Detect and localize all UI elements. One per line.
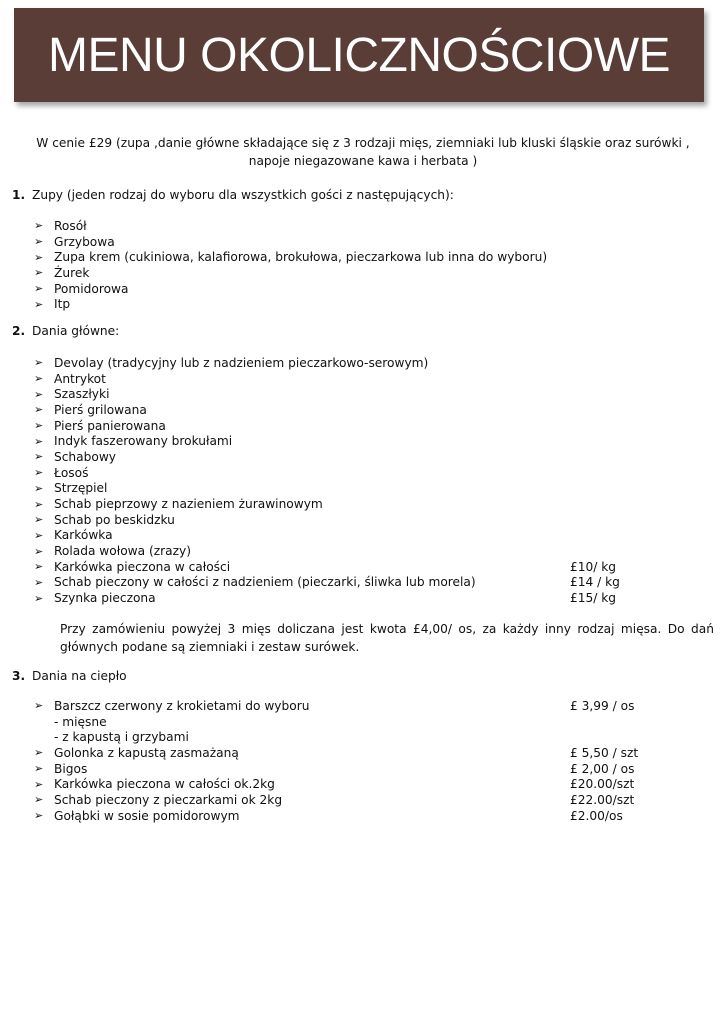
menu-item [34,590,694,606]
arrow-bullet-icon: ➢ [34,356,44,370]
item-name: Schab pieczony z pieczarkami ok 2kg [54,792,283,807]
arrow-bullet-icon: ➢ [34,575,44,589]
menu-item [34,698,694,714]
menu-item [34,512,694,528]
menu-item [34,559,694,575]
title-banner [14,8,704,102]
arrow-bullet-icon: ➢ [34,591,44,605]
section-number: 3. [12,669,26,683]
item-name: Devolay (tradycyjny lub z nadzieniem pieczarkowo-serowym) [54,355,429,370]
item-name: Schab po beskidzku [54,512,175,527]
arrow-bullet-icon: ➢ [34,250,44,264]
item-name: Pierś grilowana [54,402,147,417]
menu-item [34,249,694,265]
item-name: Pierś panierowana [54,418,166,433]
arrow-bullet-icon: ➢ [34,434,44,448]
item-name: Zupa krem (cukiniowa, kalafiorowa, brokułowa, pieczarkowa lub inna do wyboru) [54,250,548,265]
hot-dishes-list [34,698,694,824]
item-name: Golonka z kapustą zasmażaną [54,745,239,760]
menu-item [34,218,694,234]
section-heading-main-dishes [12,324,119,338]
item-price: £15/ kg [570,591,617,606]
item-name: Gołąbki w sosie pomidorowym [54,808,240,823]
item-price: £10/ kg [570,559,617,574]
menu-item [34,418,694,434]
section-number: 1. [12,188,26,202]
item-name: Karkówka pieczona w całości [54,559,231,574]
arrow-bullet-icon: ➢ [34,793,44,807]
item-name: Strzępiel [54,481,108,496]
menu-item [34,761,694,777]
menu-item [34,402,694,418]
section-title: Dania na ciepło [32,669,127,683]
menu-item [34,575,694,591]
arrow-bullet-icon: ➢ [34,403,44,417]
item-name: Bigos [54,761,88,776]
item-name: Szaszłyki [54,387,110,402]
main-dishes-note: Przy zamówieniu powyżej 3 mięs doliczana jest kwota £4,00/ os, za każdy inny rodzaj mięsa. Do dań głównych podane są ziemniaki i zestaw surówek. [60,622,714,654]
section-title: Zupy (jeden rodzaj do wyboru dla wszystkich gości z następujących): [32,188,454,202]
page-title: MENU OKOLICZNOŚCIOWE [47,28,671,82]
menu-item [34,449,694,465]
item-name: Łosoś [54,465,89,480]
item-price: £22.00/szt [570,792,635,807]
item-name: Szynka pieczona [54,591,156,606]
menu-item [34,234,694,250]
main-dishes-list [34,355,694,606]
arrow-bullet-icon: ➢ [34,466,44,480]
section-heading-hot-dishes [12,669,127,683]
item-price: £20.00/szt [570,777,635,792]
item-name: - z kapustą i grzybami [54,730,189,745]
menu-item [34,265,694,281]
arrow-bullet-icon: ➢ [34,419,44,433]
arrow-bullet-icon: ➢ [34,481,44,495]
item-name: Rolada wołowa (zrazy) [54,544,191,559]
menu-item [34,481,694,497]
menu-item [34,808,694,824]
arrow-bullet-icon: ➢ [34,528,44,542]
arrow-bullet-icon: ➢ [34,544,44,558]
arrow-bullet-icon: ➢ [34,235,44,249]
arrow-bullet-icon: ➢ [34,560,44,574]
item-name: Karkówka pieczona w całości ok.2kg [54,777,275,792]
arrow-bullet-icon: ➢ [34,266,44,280]
item-name: Schab pieczony w całości z nadzieniem (pieczarki, śliwka lub morela) [54,575,476,590]
arrow-bullet-icon: ➢ [34,777,44,791]
item-name: Barszcz czerwony z krokietami do wyboru [54,698,310,713]
item-name: Itp [54,297,71,312]
item-price: £ 3,99 / os [570,698,635,713]
item-name: Pomidorowa [54,281,129,296]
menu-item [34,386,694,402]
item-price: £ 2,00 / os [570,761,635,776]
menu-item [34,745,694,761]
section-number: 2. [12,324,26,338]
menu-item [34,496,694,512]
arrow-bullet-icon: ➢ [34,297,44,311]
arrow-bullet-icon: ➢ [34,372,44,386]
item-name: Żurek [54,265,90,280]
section-heading-soups [12,188,454,202]
item-name: Schab pieprzowy z nazieniem żurawinowym [54,497,323,512]
item-name: Grzybowa [54,234,115,249]
menu-sub-item [34,729,694,745]
menu-item [34,543,694,559]
section-title: Dania główne: [32,324,120,338]
item-price: £2.00/os [570,808,623,823]
arrow-bullet-icon: ➢ [34,699,44,713]
arrow-bullet-icon: ➢ [34,809,44,823]
menu-item [34,281,694,297]
item-price: £ 5,50 / szt [570,745,639,760]
item-name: Schabowy [54,449,117,464]
item-name: Indyk faszerowany brokułami [54,434,233,449]
menu-item [34,296,694,312]
item-name: - mięsne [54,714,107,729]
item-name: Karkówka [54,528,113,543]
arrow-bullet-icon: ➢ [34,282,44,296]
soups-list [34,218,694,312]
menu-item [34,792,694,808]
arrow-bullet-icon: ➢ [34,387,44,401]
menu-item [34,433,694,449]
item-name: Rosół [54,218,87,233]
arrow-bullet-icon: ➢ [34,513,44,527]
arrow-bullet-icon: ➢ [34,746,44,760]
menu-sub-item [34,714,694,730]
arrow-bullet-icon: ➢ [34,219,44,233]
menu-item [34,776,694,792]
arrow-bullet-icon: ➢ [34,450,44,464]
item-name: Antrykot [54,371,106,386]
arrow-bullet-icon: ➢ [34,762,44,776]
arrow-bullet-icon: ➢ [34,497,44,511]
menu-item [34,371,694,387]
menu-item [34,355,694,371]
item-price: £14 / kg [570,575,620,590]
intro-text: W cenie £29 (zupa ,danie główne składające się z 3 rodzaji mięs, ziemniaki lub kluski śląskie oraz surówki , napoje niegazowane kawa i herbata ) [36,136,690,168]
menu-item [34,528,694,544]
menu-item [34,465,694,481]
